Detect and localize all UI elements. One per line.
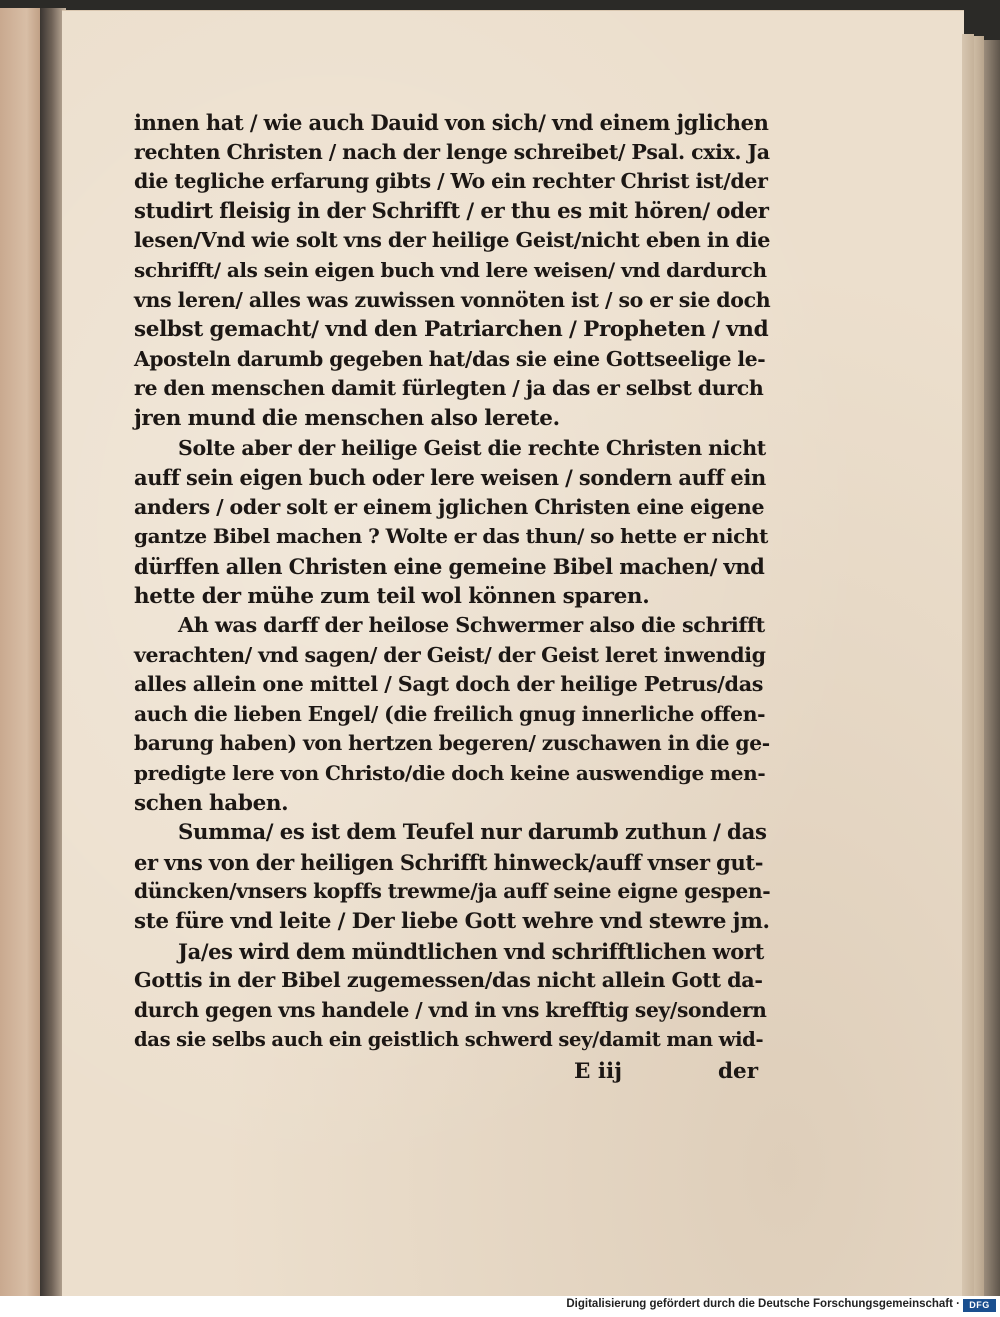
signature-mark: E iij [574,1059,622,1084]
text-line: Gottis in der Bibel zugemessen/das nicht allein Gott da- [134,968,763,993]
text-line: schen haben. [134,790,289,816]
paragraph-start-line: Solte aber der heilige Geist die rechte Christen nicht [178,435,766,460]
page-footer-line [134,1059,770,1089]
text-line: Aposteln darumb gegeben hat/das sie eine Gottseelige le- [134,346,766,371]
paragraph-start-line: Summa/ es ist dem Teufel nur darumb zuthun / das [178,820,767,846]
text-line: re den menschen damit fürlegten / ja das er selbst durch [134,376,764,401]
digitization-footer [0,1296,1000,1317]
page-stack-edge [962,34,974,1296]
page-text-block [134,108,770,1055]
paragraph-start-line: Ja/es wird dem mündtlichen vnd schrifftlichen wort [178,938,764,964]
page-stack-edge [984,40,1000,1296]
text-line: das sie selbs auch ein geistlich schwerd sey/damit man wid- [134,1028,764,1052]
text-line: barung haben) von hertzen begeren/ zuschawen in die ge- [134,731,770,756]
text-line: vns leren/ alles was zuwissen vonnöten ist / so er sie doch [134,287,771,312]
text-line: jren mund die menschen also lerete. [134,405,560,431]
text-line: lesen/Vnd wie solt vns der heilige Geist/nicht eben in die [134,228,771,253]
text-line: auch die lieben Engel/ (die freilich gnug innerliche offen- [134,701,766,726]
text-line: dürffen allen Christen eine gemeine Bibel machen/ vnd [134,553,765,579]
dfg-logo: DFG [963,1299,996,1312]
text-line: düncken/vnsers kopffs trewme/ja auff seine eigne gespen- [134,879,771,904]
page-stack-edge [974,36,984,1296]
paragraph-start-line: Ah was darff der heilose Schwermer also die schrifft [178,613,765,638]
text-line: innen hat / wie auch Dauid von sich/ vnd einem jglichen [134,110,769,135]
text-line: durch gegen vns handele / vnd in vns krefftig sey/sondern [134,997,767,1022]
text-line: schrifft/ als sein eigen buch vnd lere weisen/ vnd dardurch [134,257,767,282]
text-line: rechten Christen / nach der lenge schreibet/ Psal. cxix. Ja [134,139,770,164]
text-line: gantze Bibel machen ? Wolte er das thun/ so hette er nicht [134,524,769,549]
text-line: anders / oder solt er einem jglichen Christen eine eigene [134,494,765,519]
text-line: auff sein eigen buch oder lere weisen / sondern auff ein [134,465,766,491]
funding-credit: Digitalisierung gefördert durch die Deutsche Forschungsgemeinschaft · [566,1298,960,1310]
text-line: studirt fleisig in der Schrifft / er thu es mit hören/ oder [134,198,769,224]
text-line: selbst gemacht/ vnd den Patriarchen / Propheten / vnd [134,317,769,343]
previous-page-edge [0,8,44,1296]
catchword: der [718,1059,759,1084]
text-line: hette der mühe zum teil wol können sparen. [134,583,650,609]
text-line: ste füre vnd leite / Der liebe Gott wehre vnd stewre jm. [134,909,770,935]
text-line: die tegliche erfarung gibts / Wo ein rechter Christ ist/der [134,169,768,194]
text-line: er vns von der heiligen Schrifft hinweck/auff vnser gut- [134,849,764,875]
text-line: predigte lere von Christo/die doch keine auswendige men- [134,761,766,786]
text-line: alles allein one mittel / Sagt doch der heilige Petrus/das [134,672,764,697]
text-line: verachten/ vnd sagen/ der Geist/ der Geist leret inwendig [134,642,766,667]
